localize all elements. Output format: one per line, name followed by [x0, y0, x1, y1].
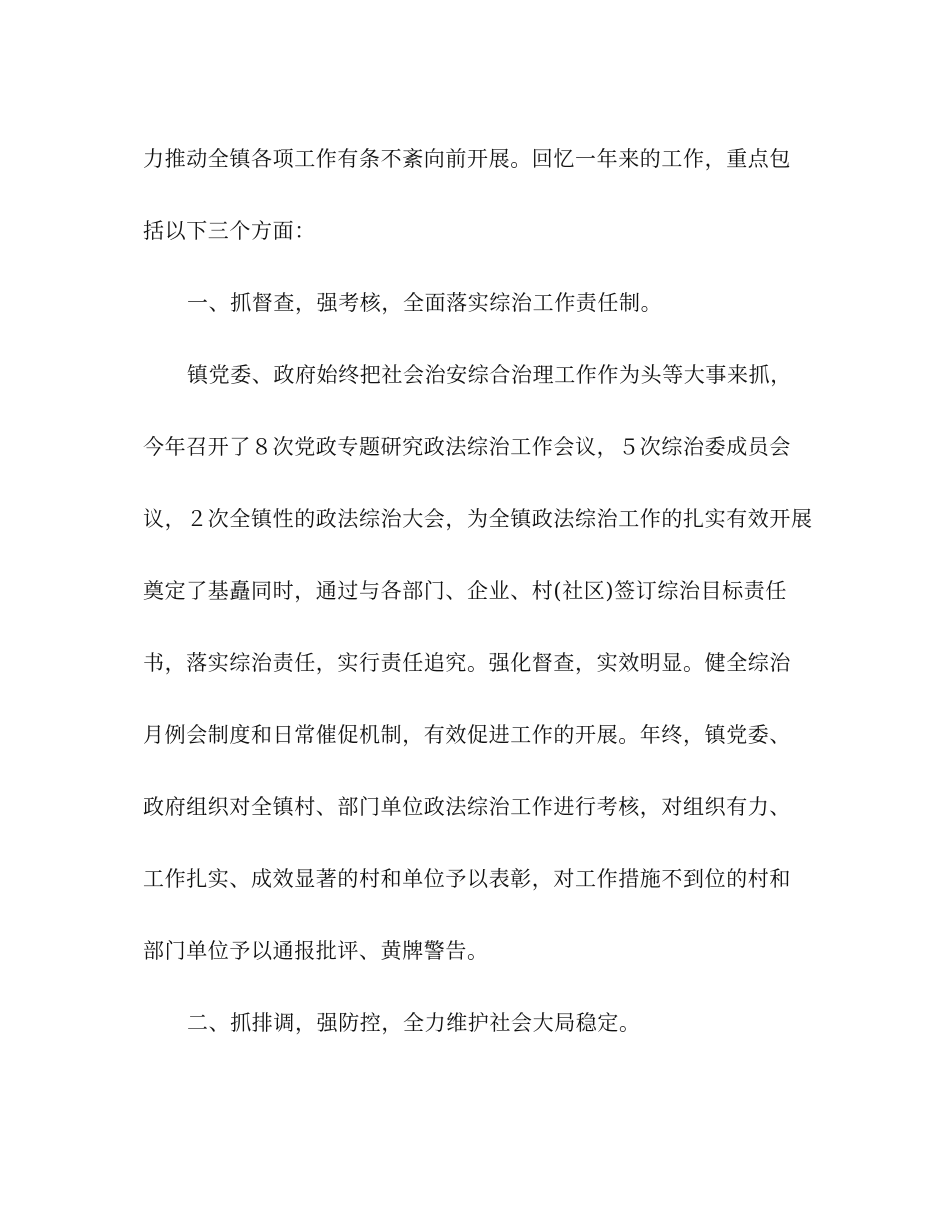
paragraph-start: 镇党委、政府始终把社会治安综合治理工作作为头等大事来抓，	[187, 363, 792, 387]
text-line: 今年召开了８次党政专题研究政法综治工作会议，５次综治委成员会	[143, 435, 791, 459]
text-line: 部门单位予以通报批评、黄牌警告。	[143, 939, 489, 963]
text-line: 书，落实综治责任，实行责任追究。强化督查，实效明显。健全综治	[143, 651, 791, 675]
text-line: 奠定了基矗同时，通过与各部门、企业、村(社区)签订综治目标责任	[143, 579, 787, 603]
text-line: 括以下三个方面：	[143, 219, 316, 243]
text-line: 工作扎实、成效显著的村和单位予以表彰，对工作措施不到位的村和	[143, 867, 791, 891]
text-line: 力推动全镇各项工作有条不紊向前开展。回忆一年来的工作，重点包	[143, 147, 791, 171]
text-line: 议，２次全镇性的政法综治大会，为全镇政法综治工作的扎实有效开展	[143, 507, 813, 531]
section-heading-1: 一、抓督查，强考核，全面落实综治工作责任制。	[187, 291, 663, 315]
text-line: 月例会制度和日常催促机制，有效促进工作的开展。年终，镇党委、	[143, 723, 791, 747]
section-heading-2: 二、抓排调，强防控，全力维护社会大局稳定。	[187, 1011, 641, 1035]
text-line: 政府组织对全镇村、部门单位政法综治工作进行考核，对组织有力、	[143, 795, 791, 819]
